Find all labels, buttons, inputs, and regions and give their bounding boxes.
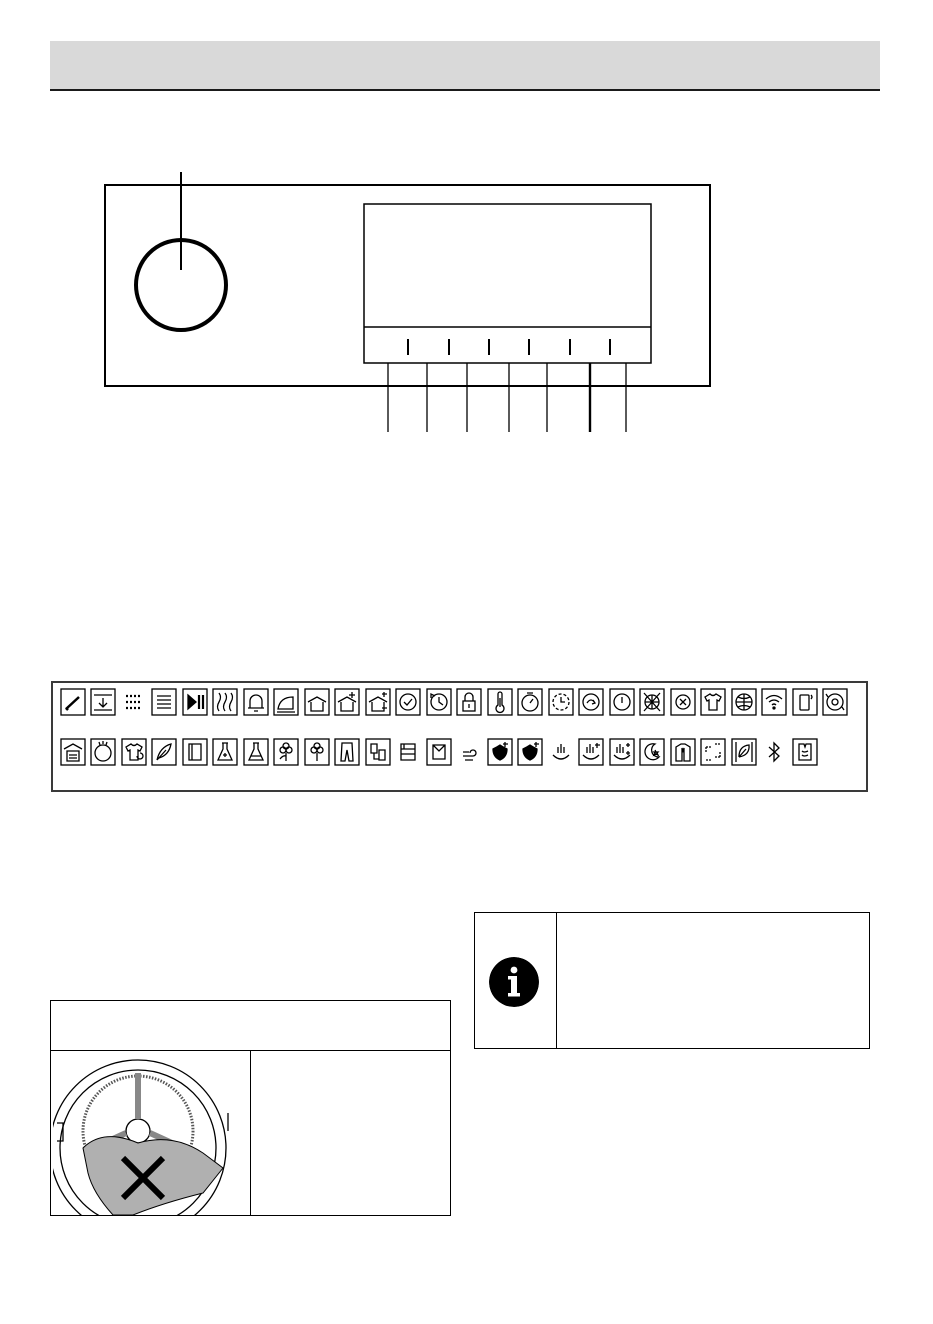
bell-icon bbox=[244, 689, 268, 715]
warning-box bbox=[50, 1000, 451, 1216]
hanger-2-icon bbox=[305, 689, 329, 715]
iron-icon bbox=[274, 689, 298, 715]
hanger-2plus-plus-icon bbox=[366, 689, 390, 715]
jacket-icon bbox=[671, 739, 695, 765]
rotate-arrows-icon bbox=[701, 739, 725, 765]
text-lines-icon bbox=[152, 689, 176, 715]
shield-plus-2-icon bbox=[518, 739, 542, 765]
jeans-icon bbox=[335, 739, 359, 765]
touch-buttons bbox=[408, 339, 610, 355]
cartridge-icon bbox=[61, 689, 85, 715]
flask-plus-icon bbox=[213, 739, 237, 765]
bluetooth-icon bbox=[762, 739, 786, 765]
dryer-drum-illustration bbox=[53, 1053, 249, 1215]
power-icon bbox=[610, 689, 634, 715]
timer-dotted-icon bbox=[549, 689, 573, 715]
cotton-flower-icon bbox=[274, 739, 298, 765]
shirt-box-icon bbox=[427, 739, 451, 765]
warning-box-column-divider bbox=[250, 1050, 251, 1216]
steam-icon bbox=[213, 689, 237, 715]
shirt-wave-icon bbox=[793, 739, 817, 765]
feather-icon bbox=[152, 739, 176, 765]
drawer-filter-icon bbox=[91, 689, 115, 715]
clothes-blocking-door bbox=[83, 1137, 223, 1215]
refresh-clock-icon bbox=[427, 689, 451, 715]
globe-icon bbox=[732, 689, 756, 715]
info-box bbox=[474, 912, 870, 1049]
check-icon bbox=[396, 689, 420, 715]
hand-drop-icon bbox=[549, 739, 573, 765]
phone-icon bbox=[793, 689, 817, 715]
play-pause-icon bbox=[183, 689, 207, 715]
dots-grid-icon bbox=[122, 689, 146, 715]
flask-icon bbox=[244, 739, 268, 765]
shield-plus-icon bbox=[488, 739, 512, 765]
eco-leaf-icon bbox=[732, 739, 756, 765]
stacked-laundry-icon bbox=[396, 739, 420, 765]
callout-lines bbox=[388, 363, 626, 432]
hanger-2plus-icon bbox=[335, 689, 359, 715]
control-panel-drawing bbox=[0, 0, 933, 450]
towel-icon bbox=[183, 739, 207, 765]
shirts-mix-icon bbox=[366, 739, 390, 765]
quick-wind-icon bbox=[457, 739, 481, 765]
no-wool-icon bbox=[640, 689, 664, 715]
hand-drop-plus-plus-icon bbox=[610, 739, 634, 765]
cycle-icon bbox=[579, 689, 603, 715]
shirt-refresh-icon bbox=[122, 739, 146, 765]
x-circle-icon bbox=[671, 689, 695, 715]
moon-star-icon bbox=[640, 739, 664, 765]
control-panel-frame bbox=[105, 185, 710, 386]
shirt-icon bbox=[701, 689, 725, 715]
sun-circle-icon bbox=[91, 739, 115, 765]
hand-drop-plus-icon bbox=[579, 739, 603, 765]
rotate-eye-icon bbox=[823, 689, 847, 715]
symbol-panel bbox=[51, 681, 868, 792]
thermometer-icon bbox=[488, 689, 512, 715]
lock-icon bbox=[457, 689, 481, 715]
info-icon bbox=[489, 957, 539, 1007]
stopwatch-icon bbox=[518, 689, 542, 715]
info-box-divider bbox=[556, 913, 557, 1048]
wifi-icon bbox=[762, 689, 786, 715]
hanger-box-icon bbox=[61, 739, 85, 765]
symbol-grid bbox=[53, 683, 866, 790]
cotton-icon bbox=[305, 739, 329, 765]
